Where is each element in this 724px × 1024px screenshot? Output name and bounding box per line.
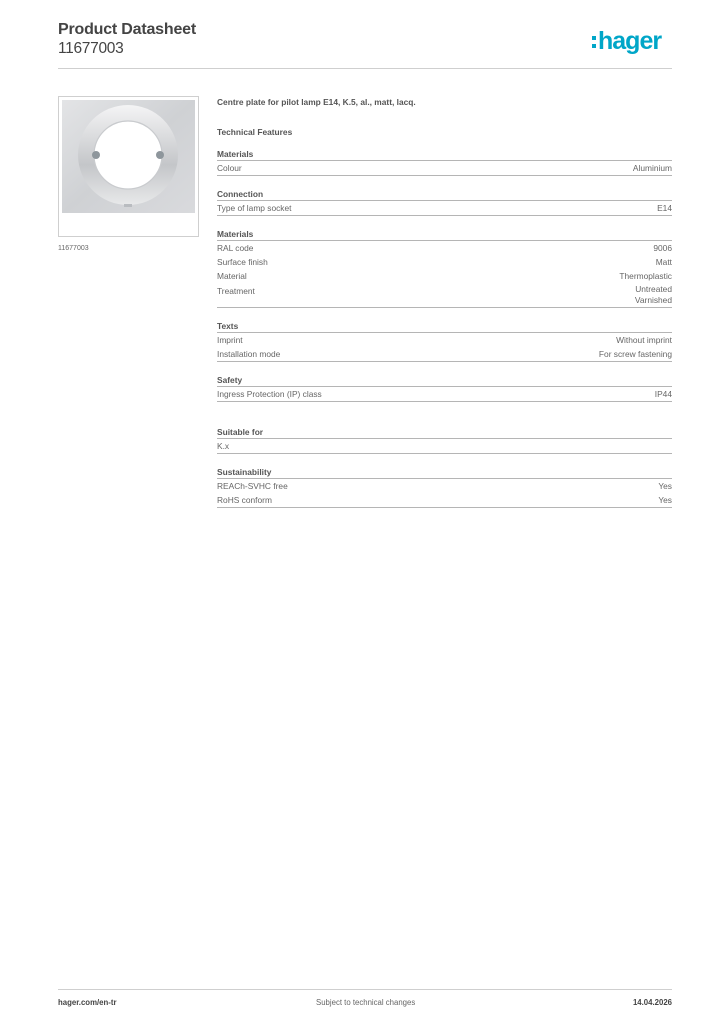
product-image xyxy=(58,96,199,237)
spec-value: 9006 xyxy=(653,243,672,253)
spec-value: Aluminium xyxy=(632,163,672,173)
spec-row-colour xyxy=(217,161,672,175)
spec-row-lamp-socket xyxy=(217,201,672,215)
spec-label: Imprint xyxy=(217,335,243,345)
section-divider xyxy=(217,453,672,454)
image-caption: 11677003 xyxy=(58,245,89,252)
section-heading: Materials xyxy=(217,228,672,241)
section-texts xyxy=(217,320,672,362)
section-sustainability xyxy=(217,466,672,508)
spec-value xyxy=(635,284,672,306)
technical-content xyxy=(217,97,672,520)
logo-dots-icon xyxy=(592,36,596,48)
section-materials xyxy=(217,148,672,176)
spec-label: Installation mode xyxy=(217,349,281,359)
header-divider xyxy=(58,68,672,69)
spec-value: Yes xyxy=(658,481,672,491)
product-number: 11677003 xyxy=(58,40,124,57)
spec-row-imprint xyxy=(217,333,672,347)
spec-label: Material xyxy=(217,271,247,281)
footer-date: 14.04.2026 xyxy=(632,998,672,1007)
page-title: Product Datasheet xyxy=(58,21,196,38)
section-divider xyxy=(217,307,672,308)
technical-features-heading: Technical Features xyxy=(217,127,293,137)
hager-logo xyxy=(592,28,661,54)
spec-label: K.x xyxy=(217,441,230,451)
section-heading: Safety xyxy=(217,374,672,387)
spec-value: For screw fastening xyxy=(598,349,672,359)
section-safety xyxy=(217,374,672,402)
section-heading: Connection xyxy=(217,188,672,201)
spec-row-material xyxy=(217,269,672,283)
section-heading: Texts xyxy=(217,320,672,333)
spec-label: Colour xyxy=(217,163,242,173)
spec-value: Yes xyxy=(658,495,672,505)
section-heading: Suitable for xyxy=(217,426,672,439)
footer-divider xyxy=(58,989,672,990)
section-heading: Sustainability xyxy=(217,466,672,479)
section-divider xyxy=(217,361,672,362)
spec-row-surface-finish xyxy=(217,255,672,269)
spec-label: RAL code xyxy=(217,243,254,253)
spec-row-ip-class xyxy=(217,387,672,401)
spec-value: Thermoplastic xyxy=(619,271,672,281)
footer-website-link[interactable]: hager.com/en-tr xyxy=(58,998,117,1007)
spec-row-reach xyxy=(217,479,672,493)
spec-value-line: Varnished xyxy=(634,295,672,305)
section-divider xyxy=(217,215,672,216)
spec-label: Surface finish xyxy=(217,257,268,267)
spec-label: Ingress Protection (IP) class xyxy=(217,389,322,399)
section-divider xyxy=(217,401,672,402)
section-materials-detail xyxy=(217,228,672,308)
spec-row-treatment xyxy=(217,283,672,307)
section-suitable-for xyxy=(217,426,672,454)
spec-row-rohs xyxy=(217,493,672,507)
section-divider xyxy=(217,507,672,508)
spec-label: RoHS conform xyxy=(217,495,272,505)
spec-row-installation-mode xyxy=(217,347,672,361)
spec-value: E14 xyxy=(657,203,672,213)
spec-row-suitable xyxy=(217,439,672,453)
centre-plate-icon xyxy=(62,100,195,233)
footer-notice: Subject to technical changes xyxy=(316,998,416,1007)
section-divider xyxy=(217,175,672,176)
section-heading: Materials xyxy=(217,148,672,161)
spec-value-line: Untreated xyxy=(635,284,672,294)
section-connection xyxy=(217,188,672,216)
spec-label: REACh-SVHC free xyxy=(217,481,288,491)
spec-label: Type of lamp socket xyxy=(217,203,292,213)
spec-row-ral-code xyxy=(217,241,672,255)
spec-value: Without imprint xyxy=(616,335,672,345)
spec-value: IP44 xyxy=(654,389,672,399)
spec-value: Matt xyxy=(655,257,672,267)
spec-label: Treatment xyxy=(217,286,255,296)
logo-text: hager xyxy=(598,27,662,55)
product-description: Centre plate for pilot lamp E14, K.5, al., matt, lacq. xyxy=(217,97,416,107)
